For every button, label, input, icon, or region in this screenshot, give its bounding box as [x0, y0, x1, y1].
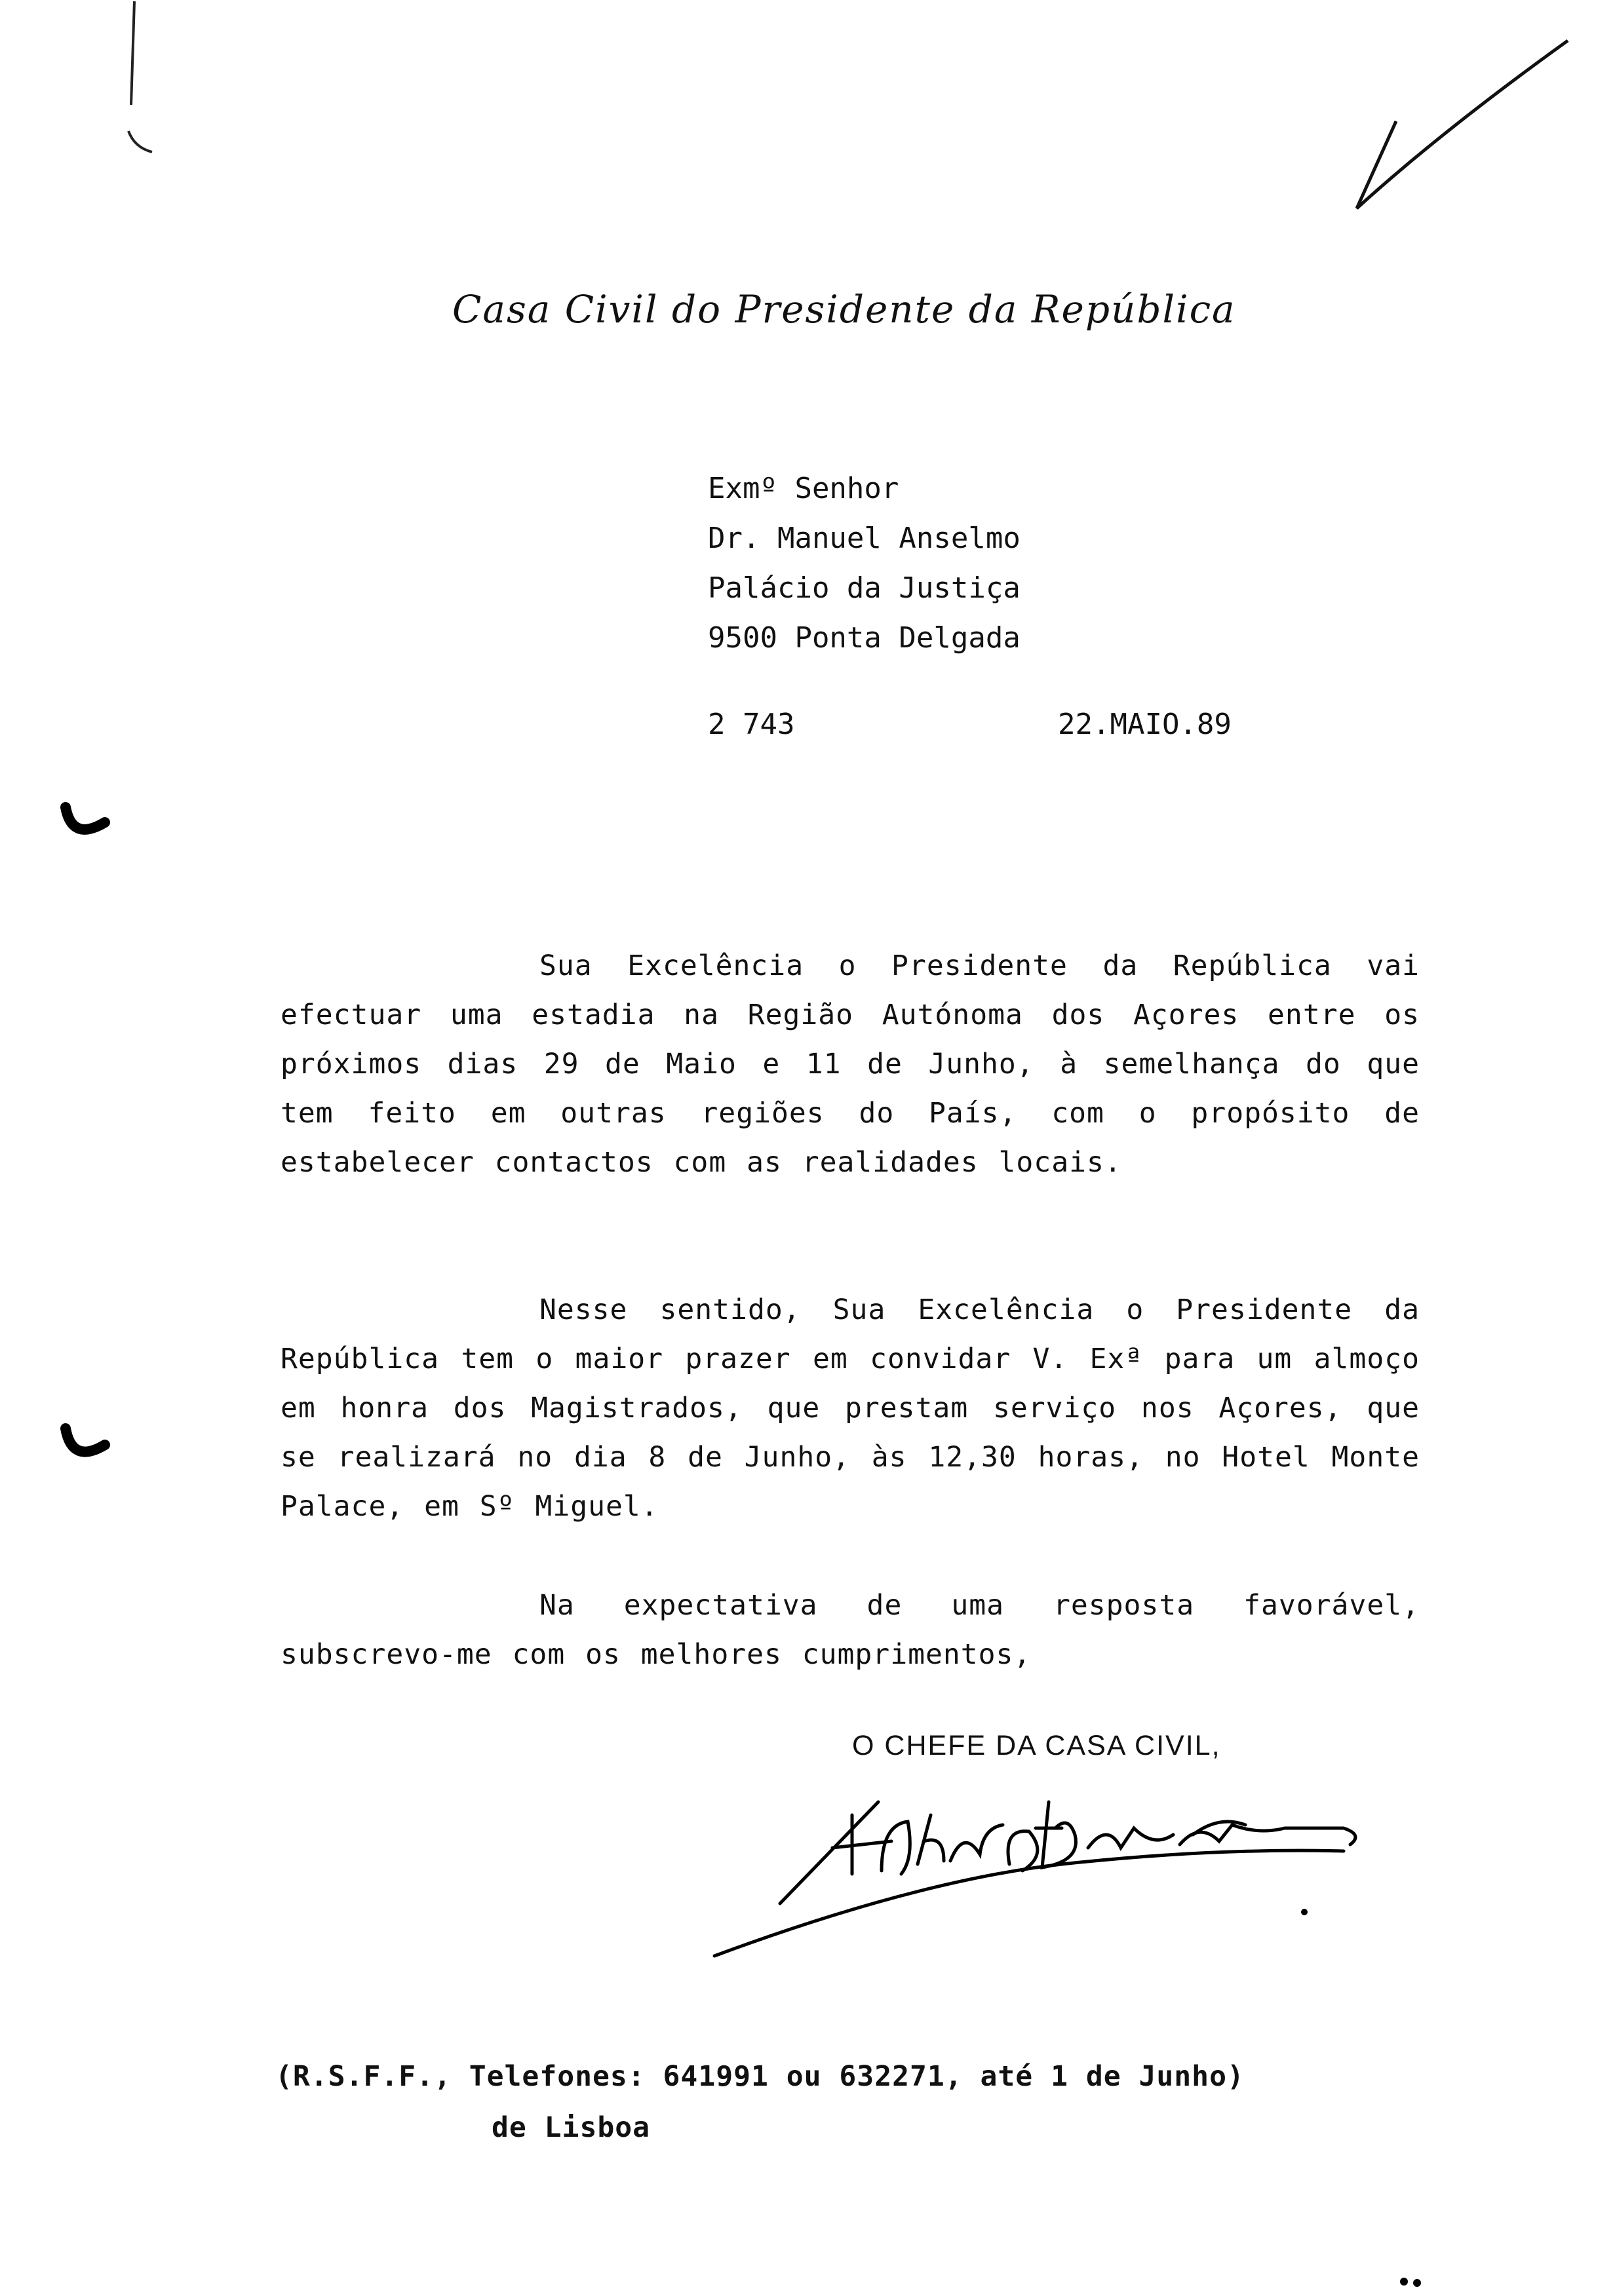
body-paragraph-2 — [281, 1286, 1420, 1531]
reference-number: 2 743 — [708, 708, 795, 741]
punch-hole-upper — [66, 807, 105, 830]
body-paragraph-3 — [281, 1581, 1420, 1679]
recipient-address — [708, 464, 1021, 663]
check-mark-top-right — [1357, 41, 1568, 208]
speck-2 — [1413, 2279, 1421, 2287]
letterhead: Casa Civil do Presidente da República — [452, 287, 1236, 332]
recipient-city: 9500 Ponta Delgada — [708, 621, 1021, 655]
letter-date: 22.MAIO.89 — [1058, 708, 1232, 741]
pencil-mark-top-left — [128, 1, 152, 152]
footer-note — [275, 2051, 1245, 2153]
body-paragraph-1-text: Sua Excelência o Presidente da República vai efectuar uma estadia na Região Autónoma dos Açores entre os próximos dias 29 de Maio e 11 de Junho, à semelhança do que tem feito em outras regiões do País, com o propósito de estabelecer contactos com as realidades locais. — [281, 949, 1420, 1179]
punch-hole-lower — [66, 1428, 105, 1452]
body-paragraph-3-text: Na expectativa de uma resposta favorável, subscrevo-me com os melhores cumprimentos, — [281, 1589, 1420, 1671]
footer-line-2: de Lisboa — [492, 2111, 650, 2144]
recipient-building: Palácio da Justiça — [708, 571, 1021, 605]
speck-1 — [1400, 2278, 1408, 2286]
signature — [714, 1802, 1355, 1956]
recipient-salutation: Exmº Senhor — [708, 472, 899, 505]
footer-line-1: (R.S.F.F., Telefones: 641991 ou 632271, até 1 de Junho) — [275, 2060, 1245, 2093]
recipient-name: Dr. Manuel Anselmo — [708, 522, 1021, 555]
body-paragraph-1 — [281, 942, 1420, 1187]
signature-dot — [1301, 1909, 1308, 1915]
closing-title: O CHEFE DA CASA CIVIL, — [852, 1730, 1221, 1761]
body-paragraph-2-text: Nesse sentido, Sua Excelência o Presidente da República tem o maior prazer em convidar V. Exª para um almoço em honra dos Magistrados, que prestam serviço nos Açores, que se realizará no dia 8 de Junho, às 12,30 horas, no Hotel Monte Palace, em Sº Miguel. — [281, 1293, 1420, 1523]
